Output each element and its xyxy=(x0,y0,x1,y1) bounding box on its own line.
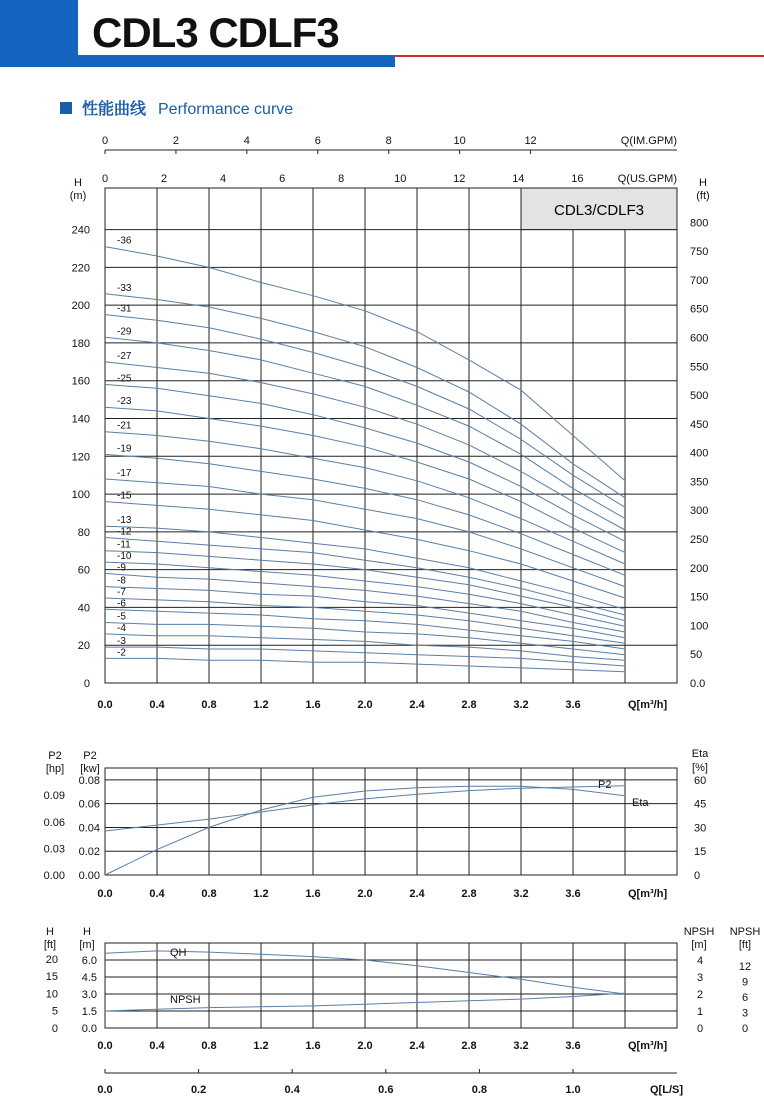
head-y2-tick: 400 xyxy=(690,447,709,460)
power-x-tick: 1.2 xyxy=(253,888,269,900)
head-y2-tick: 800 xyxy=(690,217,709,230)
head-x-tick: 2.0 xyxy=(357,699,373,711)
head-y-tick: 20 xyxy=(77,640,90,653)
qh-m-label: H xyxy=(83,926,91,938)
head-y-tick: 180 xyxy=(71,337,90,350)
qh-plot-frame xyxy=(105,943,677,1028)
head-y2-tick: 350 xyxy=(690,476,709,489)
head-curve-label: -17 xyxy=(117,467,132,479)
npsh-m-label: NPSH xyxy=(683,926,715,938)
us-gpm-tick-label: 8 xyxy=(338,173,345,185)
head-y2-tick: 500 xyxy=(690,390,709,403)
qh-x-tick: 2.0 xyxy=(357,1040,373,1052)
head-y2-tick: 100 xyxy=(690,620,709,633)
qh-m-tick: 0.0 xyxy=(81,1023,97,1035)
head-y-label-h: H xyxy=(74,177,82,189)
ls-tick-label: 1.0 xyxy=(565,1084,581,1096)
p2-series-label: P2 xyxy=(598,779,612,791)
qh-x-tick: 2.4 xyxy=(409,1040,425,1052)
head-y2-tick: 600 xyxy=(690,332,709,345)
head-y2-tick: 0.0 xyxy=(690,678,706,690)
qh-ft-tick: 5 xyxy=(51,1005,58,1018)
qh-npsh-panel xyxy=(44,926,760,1096)
p2-hp-label: P2 xyxy=(48,750,62,762)
head-x-tick: 3.6 xyxy=(565,699,581,711)
us-gpm-tick-label: 14 xyxy=(512,173,525,185)
ls-tick-label: 0.0 xyxy=(97,1084,113,1096)
qh-ft-tick: 15 xyxy=(45,971,58,984)
head-y-tick: 220 xyxy=(71,262,90,275)
head-curve-label: -27 xyxy=(117,350,132,362)
head-curve-label: -31 xyxy=(117,303,132,315)
power-x-tick: 3.6 xyxy=(565,888,581,900)
head-y-label-unit: (m) xyxy=(69,190,87,202)
power-x-tick: 2.0 xyxy=(357,888,373,900)
eta-series-label: Eta xyxy=(632,797,649,809)
head-x-tick: 1.2 xyxy=(253,699,269,711)
page-title: CDL3 CDLF3 xyxy=(92,9,339,56)
head-curve-label: -29 xyxy=(117,326,132,338)
ls-tick-label: 0.4 xyxy=(284,1084,300,1096)
npsh-ft-tick: 3 xyxy=(741,1007,749,1020)
head-curve-label: -36 xyxy=(117,235,132,247)
head-curve-label: -5 xyxy=(117,611,126,623)
us-gpm-tick-label: 6 xyxy=(279,173,286,185)
p2-kw-tick: 0.00 xyxy=(78,870,100,882)
power-x-tick: 2.4 xyxy=(409,888,425,900)
head-y2-tick: 750 xyxy=(690,246,709,259)
npsh-ft-tick: 9 xyxy=(741,976,749,989)
eta-label: Eta xyxy=(691,748,709,760)
head-curve-label: -12 xyxy=(117,526,132,538)
eta-tick: 45 xyxy=(694,798,707,811)
head-y-tick: 120 xyxy=(71,451,90,464)
p2-kw-tick: 0.04 xyxy=(78,822,100,835)
head-curve-label: -9 xyxy=(117,562,126,574)
eta-unit: [%] xyxy=(692,762,708,774)
ls-tick-label: 0.8 xyxy=(471,1084,488,1096)
qh-m-unit: [m] xyxy=(79,939,95,951)
head-y2-label-h: H xyxy=(699,177,707,189)
qh-x-tick: 2.8 xyxy=(461,1040,477,1052)
npsh-ft-tick: 12 xyxy=(738,960,752,973)
eta-tick: 15 xyxy=(694,846,707,859)
p2-kw-tick: 0.08 xyxy=(78,774,100,787)
head-curve-label: -23 xyxy=(117,396,132,408)
qh-x-tick: 1.6 xyxy=(305,1040,321,1052)
us-gpm-tick-label: 2 xyxy=(160,173,168,185)
npsh-m-tick: 1 xyxy=(696,1006,704,1018)
qh-ft-tick: 0 xyxy=(51,1023,58,1035)
head-curve-label: -33 xyxy=(117,282,132,294)
eta-tick: 60 xyxy=(694,774,707,787)
head-x-tick: 2.4 xyxy=(409,699,425,711)
qh-m-tick: 1.5 xyxy=(81,1006,97,1018)
head-x-tick: 2.8 xyxy=(461,699,477,711)
head-x-unit: Q[m³/h] xyxy=(628,699,668,711)
head-y-tick: 100 xyxy=(71,489,90,502)
head-curve-label: -13 xyxy=(117,515,132,527)
npsh-m-tick: 3 xyxy=(696,972,704,984)
head-x-tick: 1.6 xyxy=(305,699,321,711)
head-y2-tick: 50 xyxy=(690,649,703,662)
npsh-ft-tick: 6 xyxy=(741,991,749,1004)
power-x-tick: 2.8 xyxy=(461,888,477,900)
p2-hp-tick: 0.09 xyxy=(43,790,65,803)
head-curve-label: -10 xyxy=(117,551,132,563)
head-curve-label: -3 xyxy=(117,636,126,648)
qh-m-tick: 3.0 xyxy=(81,989,97,1001)
power-x-unit: Q[m³/h] xyxy=(628,888,668,900)
head-y2-tick: 550 xyxy=(690,361,709,374)
qh-ft-tick: 20 xyxy=(45,953,58,966)
power-x-tick: 1.6 xyxy=(305,888,321,900)
head-x-tick: 3.2 xyxy=(513,699,529,711)
head-x-tick: 0.8 xyxy=(201,699,217,711)
qh-ft-label: H xyxy=(46,926,54,938)
head-curve-label: -4 xyxy=(117,622,126,634)
im-gpm-axis-label: Q(IM.GPM) xyxy=(620,135,677,147)
qh-m-tick: 4.5 xyxy=(81,972,97,984)
us-gpm-axis-label: Q(US.GPM) xyxy=(617,173,677,185)
npsh-ft-unit: [ft] xyxy=(738,939,752,951)
us-gpm-tick-label: 10 xyxy=(394,173,407,185)
im-gpm-tick-label: 6 xyxy=(314,135,321,147)
section-title-en: Performance curve xyxy=(158,101,294,118)
npsh-ft-tick: 0 xyxy=(741,1023,749,1035)
eta-tick: 0 xyxy=(694,870,701,882)
head-curve-label: -11 xyxy=(117,539,131,551)
power-x-tick: 3.2 xyxy=(513,888,529,900)
qh-x-tick: 0.0 xyxy=(97,1040,113,1052)
head-y-tick: 140 xyxy=(71,413,90,426)
head-y2-tick: 150 xyxy=(690,591,709,604)
im-gpm-tick-label: 10 xyxy=(453,135,466,147)
p2-kw-unit: [kw] xyxy=(80,763,100,775)
qh-x-unit: Q[m³/h] xyxy=(628,1040,668,1052)
head-curve-label: -19 xyxy=(117,443,132,455)
p2-hp-tick: 0.00 xyxy=(43,870,65,882)
section-title-cn: 性能曲线 xyxy=(82,101,147,118)
ls-tick-label: 0.2 xyxy=(190,1084,207,1096)
blue-square-icon xyxy=(60,102,72,114)
head-curve-label: -7 xyxy=(117,586,126,598)
power-x-tick: 0.4 xyxy=(149,888,165,900)
head-y-tick: 60 xyxy=(77,564,90,577)
qh-x-tick: 3.2 xyxy=(513,1040,529,1052)
npsh-m-tick: 0 xyxy=(696,1023,704,1035)
head-curve-label: -6 xyxy=(117,598,126,610)
p2-hp-unit: [hp] xyxy=(45,763,65,775)
ls-tick-label: 0.6 xyxy=(378,1084,394,1096)
im-gpm-tick-label: 2 xyxy=(172,135,179,147)
qh-m-tick: 6.0 xyxy=(81,955,97,967)
p2-hp-tick: 0.03 xyxy=(43,843,65,856)
qh-x-tick: 0.4 xyxy=(149,1040,165,1052)
header-banner xyxy=(0,0,764,67)
im-gpm-tick-label: 12 xyxy=(524,135,537,147)
head-curve-label: -25 xyxy=(117,373,132,385)
qh-ft-unit: [ft] xyxy=(43,939,57,951)
npsh-m-tick: 4 xyxy=(696,955,704,967)
power-x-tick: 0.0 xyxy=(97,888,113,900)
head-x-tick: 0.0 xyxy=(97,699,113,711)
head-y2-tick: 200 xyxy=(690,562,709,575)
head-y-tick: 160 xyxy=(71,375,90,388)
npsh-m-unit: [m] xyxy=(691,939,707,951)
im-gpm-tick-label: 4 xyxy=(243,135,250,147)
head-y2-tick: 650 xyxy=(690,303,709,316)
head-x-tick: 0.4 xyxy=(149,699,165,711)
model-label: CDL3/CDLF3 xyxy=(553,202,645,219)
head-y2-tick: 300 xyxy=(690,505,709,518)
head-curve-label: -8 xyxy=(117,575,126,587)
head-curve-label: -21 xyxy=(117,420,132,432)
head-y-tick: 40 xyxy=(77,602,90,615)
eta-tick: 30 xyxy=(694,822,707,835)
head-curve-panel xyxy=(70,135,710,711)
head-y-tick: 200 xyxy=(71,300,90,313)
us-gpm-tick-label: 16 xyxy=(571,173,584,185)
qh-x-tick: 0.8 xyxy=(201,1040,217,1052)
p2-kw-tick: 0.02 xyxy=(78,846,100,859)
us-gpm-tick-label: 12 xyxy=(453,173,466,185)
power-x-tick: 0.8 xyxy=(201,888,217,900)
head-y2-tick: 700 xyxy=(690,274,709,287)
npsh-ft-label: NPSH xyxy=(729,926,761,938)
p2-kw-tick: 0.06 xyxy=(78,798,100,811)
npsh-series-label: NPSH xyxy=(170,994,201,1006)
head-y-tick: 0 xyxy=(83,678,90,690)
im-gpm-tick-label: 8 xyxy=(385,135,392,147)
qh-x-tick: 3.6 xyxy=(565,1040,581,1052)
p2-hp-tick: 0.06 xyxy=(43,816,65,829)
us-gpm-tick-label: 4 xyxy=(220,173,227,185)
us-gpm-tick-label: 0 xyxy=(101,173,109,185)
head-y2-tick: 250 xyxy=(690,534,709,547)
power-efficiency-panel xyxy=(44,748,710,900)
npsh-m-tick: 2 xyxy=(696,989,704,1001)
header-red-line xyxy=(395,55,764,57)
head-y2-tick: 450 xyxy=(690,418,709,431)
ls-axis-label: Q[L/S] xyxy=(650,1084,683,1096)
qh-series-label: QH xyxy=(170,947,187,959)
im-gpm-tick-label: 0 xyxy=(101,135,109,147)
head-curve-label: -2 xyxy=(117,647,126,659)
qh-x-tick: 1.2 xyxy=(253,1040,269,1052)
head-y-tick: 80 xyxy=(77,526,90,539)
p2-kw-label: P2 xyxy=(83,750,97,762)
head-y2-label-unit: (ft) xyxy=(696,190,710,202)
head-curve-label: -15 xyxy=(117,490,132,502)
qh-ft-tick: 10 xyxy=(45,988,58,1001)
head-y-tick: 240 xyxy=(71,224,90,237)
